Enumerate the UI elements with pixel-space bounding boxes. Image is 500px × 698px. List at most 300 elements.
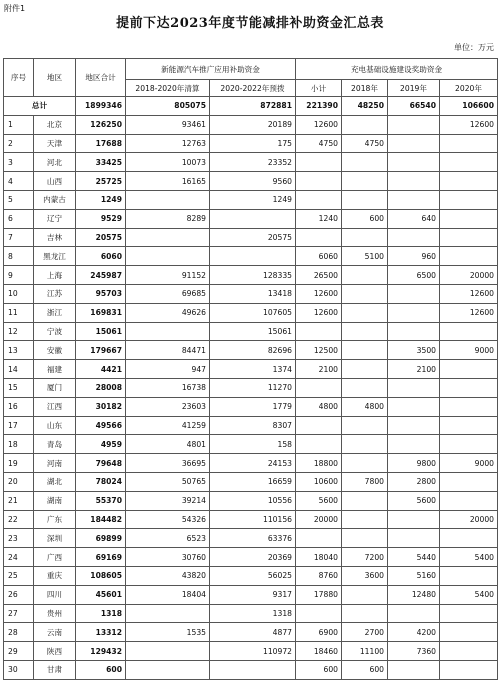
row-region: 内蒙古 — [34, 190, 76, 209]
row-2020: 12600 — [440, 284, 498, 303]
row-nev-2020-2022: 20575 — [210, 228, 296, 247]
row-seq: 8 — [4, 247, 34, 266]
row-2020 — [440, 322, 498, 341]
row-2019: 5160 — [388, 566, 440, 585]
row-nev-2018-2020: 6523 — [126, 529, 210, 548]
table-row — [4, 566, 498, 585]
row-2020 — [440, 604, 498, 623]
row-region: 福建 — [34, 360, 76, 379]
row-nev-2020-2022: 175 — [210, 134, 296, 153]
row-nev-2020-2022: 13418 — [210, 284, 296, 303]
row-region-total: 45601 — [76, 585, 126, 604]
row-region: 山东 — [34, 416, 76, 435]
row-region: 云南 — [34, 623, 76, 642]
row-seq: 7 — [4, 228, 34, 247]
row-2018: 600 — [342, 660, 388, 679]
row-subtotal — [296, 378, 342, 397]
total-nev-2020-2022: 872881 — [210, 97, 296, 116]
row-2020 — [440, 472, 498, 491]
row-2020 — [440, 172, 498, 191]
table-row — [4, 416, 498, 435]
row-region: 河北 — [34, 153, 76, 172]
row-nev-2020-2022: 23352 — [210, 153, 296, 172]
row-2020 — [440, 360, 498, 379]
row-nev-2018-2020: 39214 — [126, 491, 210, 510]
row-subtotal: 12500 — [296, 341, 342, 360]
total-row — [4, 97, 498, 116]
row-nev-2018-2020: 50765 — [126, 472, 210, 491]
row-subtotal: 4750 — [296, 134, 342, 153]
row-region-total: 6060 — [76, 247, 126, 266]
row-subtotal: 12600 — [296, 303, 342, 322]
row-region-total: 129432 — [76, 642, 126, 661]
row-2020 — [440, 209, 498, 228]
row-nev-2018-2020: 18404 — [126, 585, 210, 604]
table-row — [4, 247, 498, 266]
row-nev-2020-2022: 1249 — [210, 190, 296, 209]
row-region-total: 17688 — [76, 134, 126, 153]
row-2019 — [388, 172, 440, 191]
row-2018: 11100 — [342, 642, 388, 661]
row-subtotal: 2100 — [296, 360, 342, 379]
row-region: 江西 — [34, 397, 76, 416]
table-row — [4, 228, 498, 247]
row-nev-2018-2020: 4801 — [126, 435, 210, 454]
row-region: 贵州 — [34, 604, 76, 623]
row-nev-2020-2022: 1779 — [210, 397, 296, 416]
row-region-total: 4959 — [76, 435, 126, 454]
table-row — [4, 491, 498, 510]
row-region-total: 15061 — [76, 322, 126, 341]
row-2019: 4200 — [388, 623, 440, 642]
header-subtotal: 小计 — [296, 80, 342, 97]
row-region-total: 245987 — [76, 266, 126, 285]
total-label: 总计 — [4, 97, 76, 116]
header-nev-group: 新能源汽车推广应用补助资金 — [126, 59, 296, 80]
row-nev-2018-2020: 49626 — [126, 303, 210, 322]
unit-label: 单位：万元 — [454, 43, 494, 52]
row-region: 浙江 — [34, 303, 76, 322]
row-subtotal — [296, 435, 342, 454]
row-region-total: 9529 — [76, 209, 126, 228]
row-seq: 30 — [4, 660, 34, 679]
row-region: 江苏 — [34, 284, 76, 303]
row-subtotal — [296, 529, 342, 548]
row-nev-2020-2022 — [210, 209, 296, 228]
row-2018: 5100 — [342, 247, 388, 266]
row-2020 — [440, 228, 498, 247]
row-2018: 4750 — [342, 134, 388, 153]
row-2018 — [342, 190, 388, 209]
row-2019: 3500 — [388, 341, 440, 360]
row-nev-2020-2022: 10556 — [210, 491, 296, 510]
row-seq: 4 — [4, 172, 34, 191]
row-subtotal: 17880 — [296, 585, 342, 604]
row-nev-2018-2020: 36695 — [126, 454, 210, 473]
row-2020 — [440, 435, 498, 454]
header-2018: 2018年 — [342, 80, 388, 97]
row-2018 — [342, 172, 388, 191]
row-2020 — [440, 642, 498, 661]
row-region-total: 78024 — [76, 472, 126, 491]
row-2018 — [342, 266, 388, 285]
total-2018: 48250 — [342, 97, 388, 116]
row-nev-2018-2020: 8289 — [126, 209, 210, 228]
row-2020 — [440, 190, 498, 209]
row-2020 — [440, 416, 498, 435]
row-2020: 12600 — [440, 115, 498, 134]
total-subtotal: 221390 — [296, 97, 342, 116]
row-2020 — [440, 660, 498, 679]
row-2019: 12480 — [388, 585, 440, 604]
row-subtotal — [296, 190, 342, 209]
row-region-total: 169831 — [76, 303, 126, 322]
table-row — [4, 510, 498, 529]
row-nev-2020-2022: 1318 — [210, 604, 296, 623]
row-nev-2020-2022: 1374 — [210, 360, 296, 379]
row-nev-2020-2022: 11270 — [210, 378, 296, 397]
row-region: 安徽 — [34, 341, 76, 360]
table-row — [4, 360, 498, 379]
row-2019 — [388, 322, 440, 341]
row-seq: 5 — [4, 190, 34, 209]
row-nev-2018-2020: 16738 — [126, 378, 210, 397]
row-2019: 9800 — [388, 454, 440, 473]
row-2019 — [388, 529, 440, 548]
row-region: 四川 — [34, 585, 76, 604]
row-region-total: 126250 — [76, 115, 126, 134]
row-2020 — [440, 397, 498, 416]
row-nev-2018-2020: 1535 — [126, 623, 210, 642]
row-2020 — [440, 566, 498, 585]
row-2020 — [440, 153, 498, 172]
row-region: 湖北 — [34, 472, 76, 491]
row-nev-2018-2020: 91152 — [126, 266, 210, 285]
row-2018: 7200 — [342, 548, 388, 567]
table-row — [4, 284, 498, 303]
row-region: 湖南 — [34, 491, 76, 510]
row-subtotal — [296, 153, 342, 172]
row-2018 — [342, 360, 388, 379]
row-subtotal: 12600 — [296, 284, 342, 303]
row-subtotal: 18040 — [296, 548, 342, 567]
page-title: 提前下达2023年度节能减排补助资金汇总表 — [116, 16, 384, 31]
row-subtotal: 5600 — [296, 491, 342, 510]
row-2018 — [342, 529, 388, 548]
row-seq: 25 — [4, 566, 34, 585]
table-row — [4, 266, 498, 285]
row-2019: 7360 — [388, 642, 440, 661]
row-2018: 3600 — [342, 566, 388, 585]
row-region-total: 600 — [76, 660, 126, 679]
table-row — [4, 209, 498, 228]
table-row — [4, 134, 498, 153]
row-2018 — [342, 510, 388, 529]
row-seq: 21 — [4, 491, 34, 510]
row-seq: 26 — [4, 585, 34, 604]
table-row — [4, 435, 498, 454]
row-seq: 20 — [4, 472, 34, 491]
table-row — [4, 604, 498, 623]
row-subtotal: 18800 — [296, 454, 342, 473]
row-subtotal — [296, 172, 342, 191]
row-2020 — [440, 529, 498, 548]
row-region: 辽宁 — [34, 209, 76, 228]
row-2020 — [440, 623, 498, 642]
row-nev-2018-2020: 41259 — [126, 416, 210, 435]
row-subtotal: 4800 — [296, 397, 342, 416]
table-row — [4, 585, 498, 604]
row-seq: 2 — [4, 134, 34, 153]
row-nev-2018-2020 — [126, 190, 210, 209]
row-2019 — [388, 435, 440, 454]
row-2018 — [342, 115, 388, 134]
row-2019 — [388, 153, 440, 172]
row-region: 深圳 — [34, 529, 76, 548]
row-2018: 7800 — [342, 472, 388, 491]
header-region: 地区 — [34, 59, 76, 97]
row-seq: 27 — [4, 604, 34, 623]
row-region: 重庆 — [34, 566, 76, 585]
row-region: 青岛 — [34, 435, 76, 454]
row-seq: 16 — [4, 397, 34, 416]
row-2020: 9000 — [440, 341, 498, 360]
table-row — [4, 623, 498, 642]
table-row — [4, 529, 498, 548]
row-seq: 3 — [4, 153, 34, 172]
row-2019 — [388, 510, 440, 529]
row-nev-2020-2022: 110972 — [210, 642, 296, 661]
row-region-total: 55370 — [76, 491, 126, 510]
row-region-total: 30182 — [76, 397, 126, 416]
row-seq: 1 — [4, 115, 34, 134]
row-2019: 960 — [388, 247, 440, 266]
row-subtotal: 1240 — [296, 209, 342, 228]
row-seq: 13 — [4, 341, 34, 360]
table-row — [4, 303, 498, 322]
row-2018: 2700 — [342, 623, 388, 642]
row-region-total: 69169 — [76, 548, 126, 567]
row-2019: 5600 — [388, 491, 440, 510]
row-region-total: 69899 — [76, 529, 126, 548]
row-seq: 23 — [4, 529, 34, 548]
row-nev-2020-2022: 56025 — [210, 566, 296, 585]
row-region: 河南 — [34, 454, 76, 473]
row-2018 — [342, 604, 388, 623]
row-subtotal — [296, 228, 342, 247]
row-2018 — [342, 585, 388, 604]
row-nev-2020-2022: 9317 — [210, 585, 296, 604]
row-region-total: 179667 — [76, 341, 126, 360]
row-2019 — [388, 604, 440, 623]
row-nev-2020-2022: 16659 — [210, 472, 296, 491]
row-nev-2018-2020 — [126, 604, 210, 623]
row-region-total: 4421 — [76, 360, 126, 379]
total-2019: 66540 — [388, 97, 440, 116]
row-2019 — [388, 397, 440, 416]
row-2019 — [388, 228, 440, 247]
row-seq: 6 — [4, 209, 34, 228]
row-nev-2020-2022 — [210, 247, 296, 266]
row-region: 广东 — [34, 510, 76, 529]
row-seq: 29 — [4, 642, 34, 661]
row-2019: 640 — [388, 209, 440, 228]
row-region-total: 95703 — [76, 284, 126, 303]
row-2020 — [440, 134, 498, 153]
row-2019 — [388, 660, 440, 679]
table-row — [4, 153, 498, 172]
row-seq: 15 — [4, 378, 34, 397]
row-region: 宁波 — [34, 322, 76, 341]
row-nev-2020-2022: 20189 — [210, 115, 296, 134]
row-nev-2018-2020: 947 — [126, 360, 210, 379]
row-nev-2020-2022: 63376 — [210, 529, 296, 548]
row-2019 — [388, 378, 440, 397]
row-nev-2018-2020: 10073 — [126, 153, 210, 172]
row-2018: 600 — [342, 209, 388, 228]
table-row — [4, 172, 498, 191]
subsidy-table — [3, 58, 498, 680]
table-row — [4, 454, 498, 473]
row-region: 陕西 — [34, 642, 76, 661]
row-subtotal: 18460 — [296, 642, 342, 661]
row-2018 — [342, 153, 388, 172]
row-nev-2018-2020 — [126, 322, 210, 341]
row-subtotal: 12600 — [296, 115, 342, 134]
row-nev-2018-2020: 43820 — [126, 566, 210, 585]
row-seq: 11 — [4, 303, 34, 322]
row-subtotal: 6900 — [296, 623, 342, 642]
row-2019: 2800 — [388, 472, 440, 491]
row-nev-2020-2022: 8307 — [210, 416, 296, 435]
row-region-total: 28008 — [76, 378, 126, 397]
row-seq: 24 — [4, 548, 34, 567]
table-row — [4, 322, 498, 341]
table-row — [4, 190, 498, 209]
row-2018 — [342, 341, 388, 360]
row-nev-2020-2022: 4877 — [210, 623, 296, 642]
row-2019: 5440 — [388, 548, 440, 567]
row-seq: 22 — [4, 510, 34, 529]
row-region-total: 13312 — [76, 623, 126, 642]
row-seq: 9 — [4, 266, 34, 285]
row-seq: 12 — [4, 322, 34, 341]
row-subtotal — [296, 604, 342, 623]
row-2019: 2100 — [388, 360, 440, 379]
row-2020: 12600 — [440, 303, 498, 322]
row-2020: 20000 — [440, 510, 498, 529]
row-nev-2020-2022: 9560 — [210, 172, 296, 191]
row-seq: 18 — [4, 435, 34, 454]
row-2018 — [342, 284, 388, 303]
row-seq: 10 — [4, 284, 34, 303]
row-nev-2020-2022: 107605 — [210, 303, 296, 322]
row-region: 吉林 — [34, 228, 76, 247]
row-nev-2020-2022: 158 — [210, 435, 296, 454]
table-row — [4, 660, 498, 679]
row-2020 — [440, 491, 498, 510]
table-row — [4, 642, 498, 661]
row-nev-2020-2022: 110156 — [210, 510, 296, 529]
header-region-total: 地区合计 — [76, 59, 126, 97]
row-subtotal: 26500 — [296, 266, 342, 285]
row-subtotal: 600 — [296, 660, 342, 679]
row-seq: 28 — [4, 623, 34, 642]
row-2018 — [342, 228, 388, 247]
row-region: 甘肃 — [34, 660, 76, 679]
row-2018: 4800 — [342, 397, 388, 416]
row-subtotal: 6060 — [296, 247, 342, 266]
row-2018 — [342, 435, 388, 454]
row-subtotal — [296, 322, 342, 341]
row-nev-2020-2022 — [210, 660, 296, 679]
row-2019 — [388, 284, 440, 303]
row-nev-2018-2020 — [126, 642, 210, 661]
row-region-total: 49566 — [76, 416, 126, 435]
header-nev-2020-2022: 2020-2022年预拨 — [210, 80, 296, 97]
header-seq: 序号 — [4, 59, 34, 97]
table-row — [4, 548, 498, 567]
row-nev-2020-2022: 128335 — [210, 266, 296, 285]
attachment-label: 附件1 — [4, 4, 26, 13]
row-2018 — [342, 416, 388, 435]
table-row — [4, 397, 498, 416]
table-row — [4, 472, 498, 491]
row-nev-2020-2022: 82696 — [210, 341, 296, 360]
row-nev-2018-2020: 30760 — [126, 548, 210, 567]
row-2019: 6500 — [388, 266, 440, 285]
table-row — [4, 341, 498, 360]
total-nev-2018-2020: 805075 — [126, 97, 210, 116]
row-nev-2018-2020: 16165 — [126, 172, 210, 191]
row-region: 厦门 — [34, 378, 76, 397]
row-region-total: 20575 — [76, 228, 126, 247]
row-region-total: 108605 — [76, 566, 126, 585]
row-2018 — [342, 491, 388, 510]
header-nev-2018-2020: 2018-2020年清算 — [126, 80, 210, 97]
row-2020 — [440, 247, 498, 266]
row-2019 — [388, 115, 440, 134]
row-2019 — [388, 190, 440, 209]
total-2020: 106600 — [440, 97, 498, 116]
row-seq: 14 — [4, 360, 34, 379]
row-nev-2020-2022: 24153 — [210, 454, 296, 473]
row-2018 — [342, 378, 388, 397]
row-region-total: 1318 — [76, 604, 126, 623]
row-2019 — [388, 134, 440, 153]
row-subtotal — [296, 416, 342, 435]
row-region-total: 25725 — [76, 172, 126, 191]
row-2018 — [342, 322, 388, 341]
row-region-total: 184482 — [76, 510, 126, 529]
row-region: 北京 — [34, 115, 76, 134]
row-2018 — [342, 303, 388, 322]
row-2019 — [388, 303, 440, 322]
header-charge-group: 充电基础设施建设奖助资金 — [296, 59, 498, 80]
row-nev-2018-2020 — [126, 247, 210, 266]
row-2020: 9000 — [440, 454, 498, 473]
row-region: 黑龙江 — [34, 247, 76, 266]
row-seq: 17 — [4, 416, 34, 435]
row-nev-2018-2020: 12763 — [126, 134, 210, 153]
header-2019: 2019年 — [388, 80, 440, 97]
row-nev-2018-2020: 54326 — [126, 510, 210, 529]
row-subtotal: 20000 — [296, 510, 342, 529]
row-nev-2020-2022: 20369 — [210, 548, 296, 567]
row-region: 上海 — [34, 266, 76, 285]
row-seq: 19 — [4, 454, 34, 473]
row-nev-2018-2020: 69685 — [126, 284, 210, 303]
